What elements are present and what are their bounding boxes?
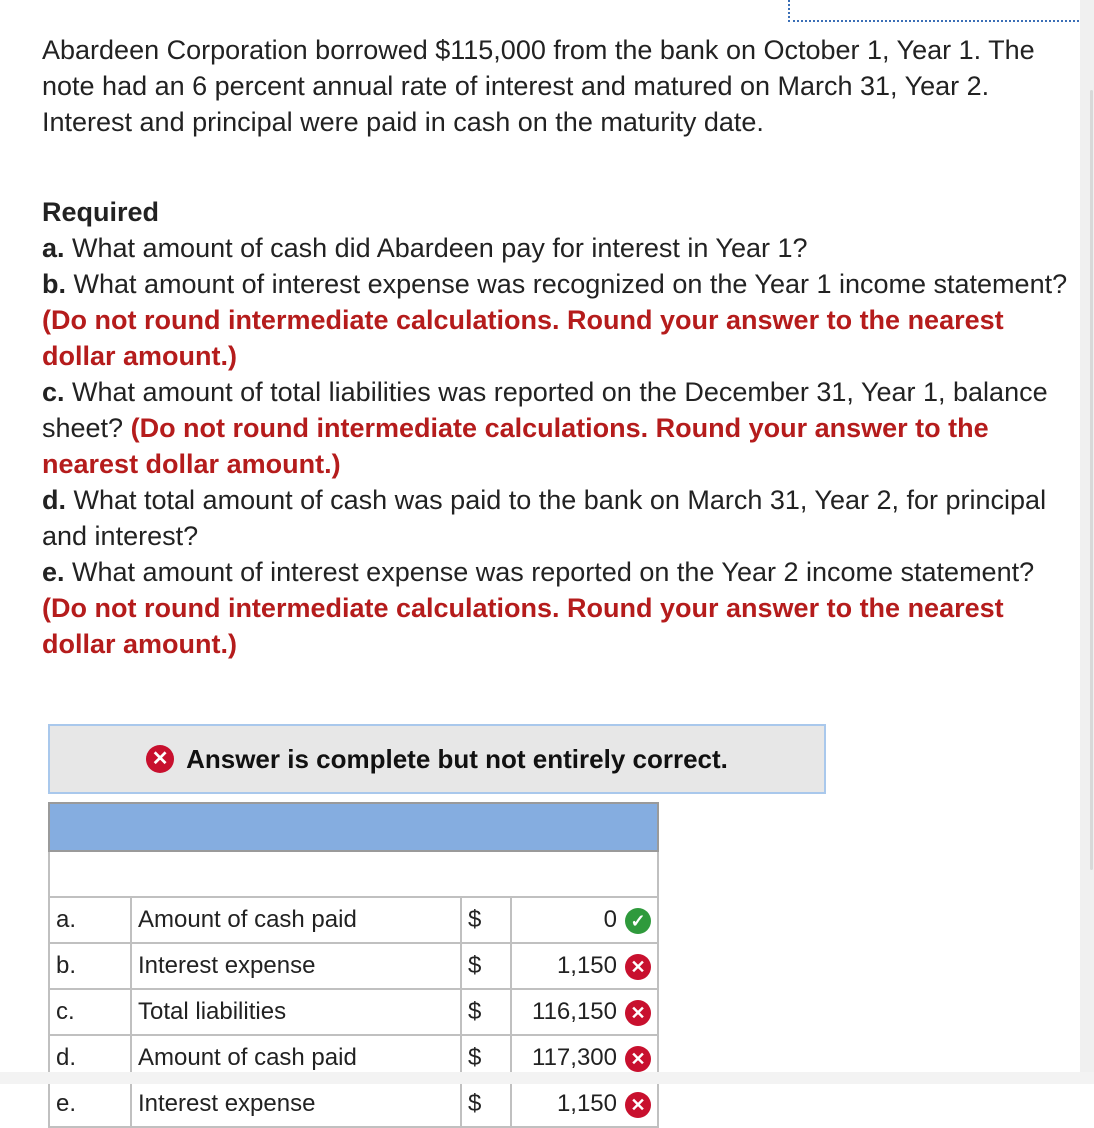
top-tab[interactable] <box>788 0 1091 22</box>
row-description: Amount of cash paid <box>131 1035 461 1081</box>
row-currency: $ <box>461 943 511 989</box>
x-circle-icon: ✕ <box>625 1092 651 1118</box>
bottom-scrollbar[interactable] <box>0 1072 1094 1084</box>
item-note: (Do not round intermediate calculations. Round your answer to the nearest dollar amount.) <box>42 305 1004 371</box>
answer-value[interactable]: 1,150 <box>556 952 617 979</box>
banner-text: Answer is complete but not entirely correct. <box>186 743 728 774</box>
question-text <box>42 32 1072 140</box>
item-note: (Do not round intermediate calculations. Round your answer to the nearest dollar amount.) <box>42 593 1004 659</box>
answer-cell[interactable] <box>511 943 658 989</box>
required-item-b <box>42 266 1072 374</box>
row-currency: $ <box>461 989 511 1035</box>
row-letter: b. <box>49 943 131 989</box>
required-item-d <box>42 482 1072 554</box>
x-circle-icon: ✕ <box>625 1046 651 1072</box>
x-circle-icon: ✕ <box>625 954 651 980</box>
required-item-a <box>42 230 1072 266</box>
item-text: What amount of interest expense was reported on the Year 2 income statement? <box>64 557 1035 587</box>
table-spacer <box>49 851 658 897</box>
x-circle-icon: ✕ <box>146 745 174 773</box>
answer-value[interactable]: 116,150 <box>532 998 617 1025</box>
required-item-e <box>42 554 1072 662</box>
check-circle-icon: ✓ <box>625 908 651 934</box>
answer-cell[interactable] <box>511 897 658 943</box>
answer-value[interactable]: 117,300 <box>532 1044 617 1071</box>
answer-cell[interactable] <box>511 989 658 1035</box>
question-paragraph: Abardeen Corporation borrowed $115,000 from the bank on October 1, Year 1. The note had an 6 percent annual rate of interest and matured on March 31, Year 2. Interest and principal were paid in cash on the maturity date. <box>42 35 1035 137</box>
required-section <box>42 194 1072 662</box>
item-label: a. <box>42 233 65 263</box>
row-description: Interest expense <box>131 1081 461 1127</box>
row-description: Interest expense <box>131 943 461 989</box>
answer-value[interactable]: 0 <box>603 906 617 933</box>
row-currency: $ <box>461 897 511 943</box>
table-header-row <box>49 803 658 851</box>
table-row <box>49 989 658 1035</box>
table-row <box>49 897 658 943</box>
item-label: d. <box>42 485 66 515</box>
x-circle-icon: ✕ <box>625 1000 651 1026</box>
table-row <box>49 943 658 989</box>
row-currency: $ <box>461 1035 511 1081</box>
answer-cell[interactable] <box>511 1081 658 1127</box>
result-banner <box>48 724 826 794</box>
table-row <box>49 1081 658 1127</box>
scrollbar-thumb[interactable] <box>1090 90 1093 870</box>
item-text: What amount of cash did Abardeen pay for interest in Year 1? <box>64 233 808 263</box>
row-letter: a. <box>49 897 131 943</box>
item-label: b. <box>42 269 66 299</box>
table-header <box>49 803 658 851</box>
item-text: What amount of interest expense was recognized on the Year 1 income statement? <box>66 269 1068 299</box>
item-note: (Do not round intermediate calculations. Round your answer to the nearest dollar amount.) <box>42 413 989 479</box>
row-description: Amount of cash paid <box>131 897 461 943</box>
row-currency: $ <box>461 1081 511 1127</box>
item-label: e. <box>42 557 65 587</box>
content <box>42 32 1072 662</box>
required-item-c <box>42 374 1072 482</box>
row-letter: e. <box>49 1081 131 1127</box>
row-letter: c. <box>49 989 131 1035</box>
item-text: What amount of total liabilities was reported on the December 31, Year 1, balance sheet? <box>42 377 1048 443</box>
row-description: Total liabilities <box>131 989 461 1035</box>
item-label: c. <box>42 377 65 407</box>
answer-value[interactable]: 1,150 <box>556 1090 617 1117</box>
item-text: What total amount of cash was paid to the bank on March 31, Year 2, for principal and interest? <box>42 485 1047 551</box>
row-letter: d. <box>49 1035 131 1081</box>
required-title: Required <box>42 197 160 227</box>
